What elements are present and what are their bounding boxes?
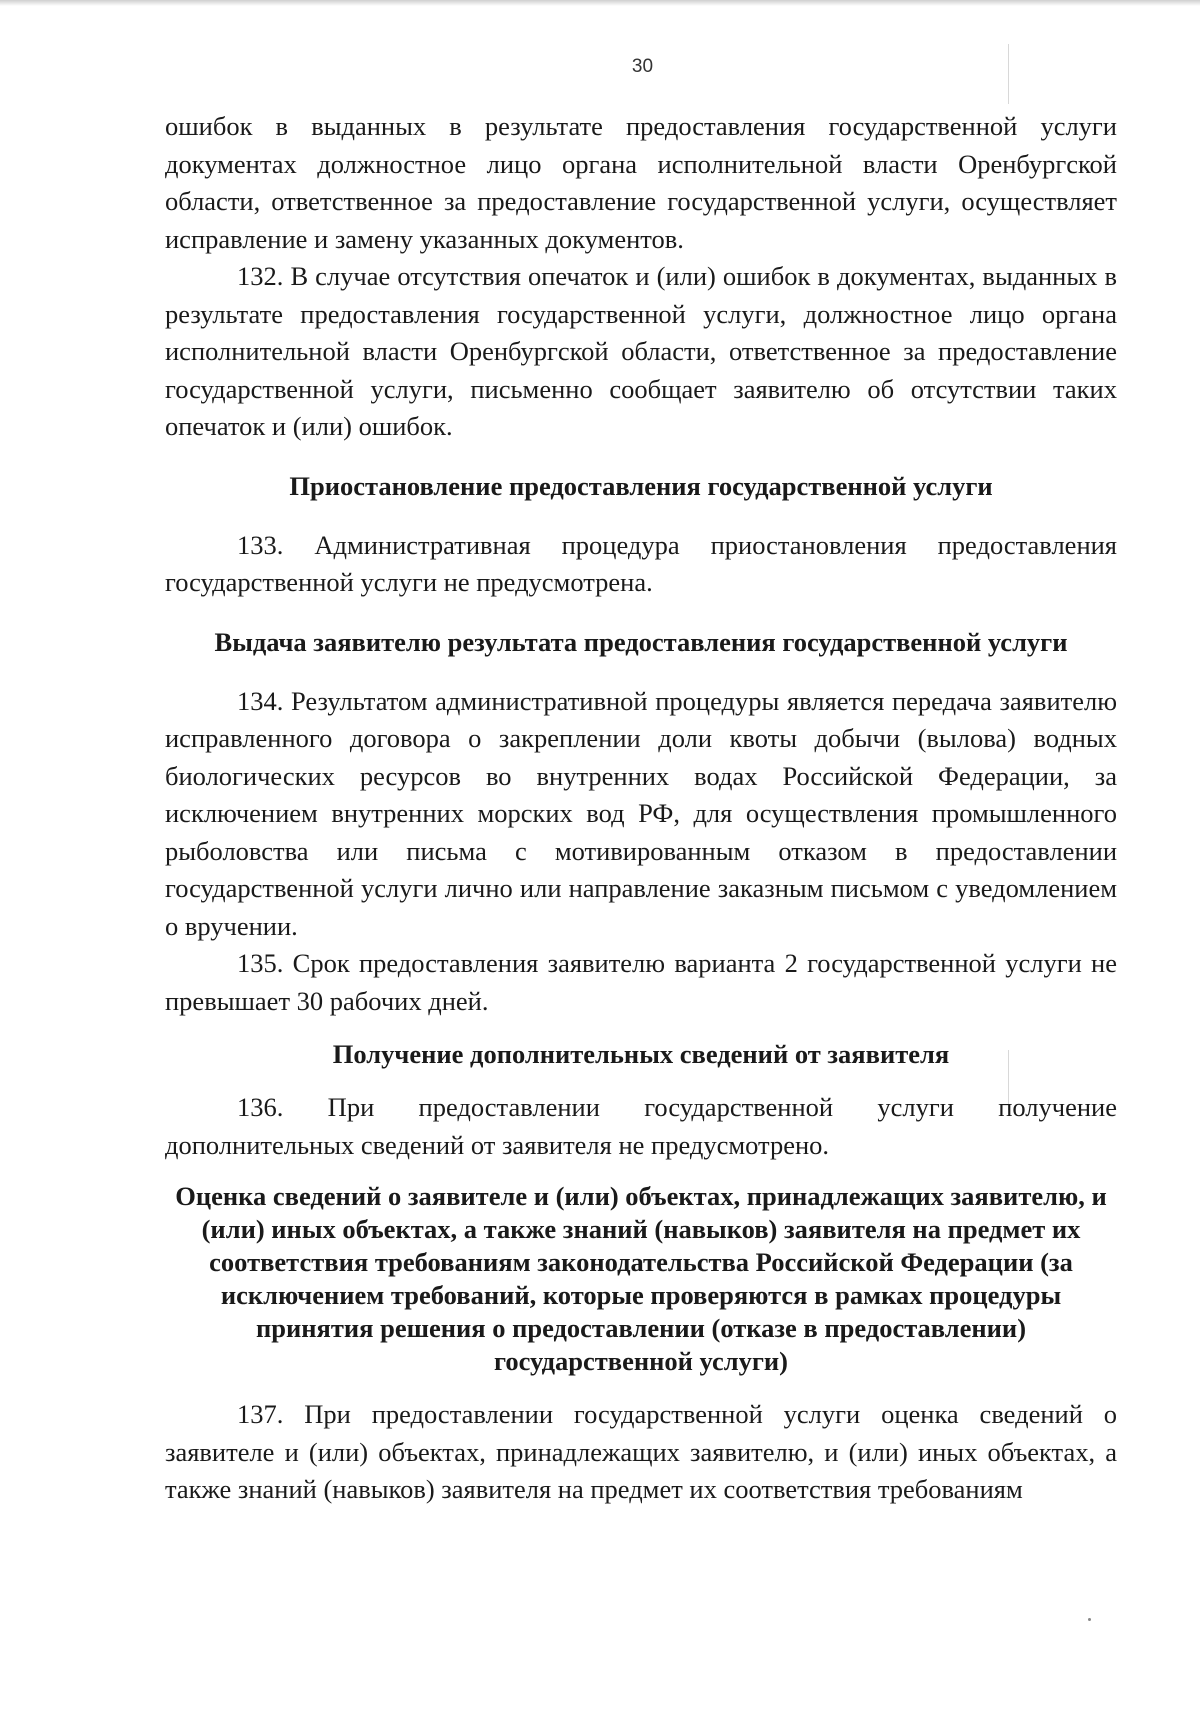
paragraph-137: 137. При предоставлении государственной услуги оценка сведений о заявителе и (или) объектах, принадлежащих заявителю, и (или) иных объектах, а также знаний (навыков) заявителя на предмет их соответствия требованиям — [165, 1399, 1117, 1504]
paragraph-134: 134. Результатом административной процедуры является передача заявителю исправленного договора о закреплении доли квоты добычи (вылова) водных биологических ресурсов во внутренних водах Российской Федерации, за исключением внутренних морских вод РФ, для осуществления промышленного рыболовства или письма с мотивированным отказом в предоставлении государственной услуги лично или направление заказным письмом с уведомлением о вручении. — [165, 685, 1117, 941]
document-body — [165, 108, 1117, 1509]
paragraph-133: 133. Административная процедура приостановления предоставления государственной услуги не предусмотрена. — [165, 529, 1117, 597]
section-heading-issuance: Выдача заявителю результата предоставления государственной услуги — [214, 626, 1068, 657]
paragraph-131-continuation: ошибок в выданных в результате предоставления государственной услуги документах должностное лицо органа исполнительной власти Оренбургской области, ответственное за предоставление государственной услуги, осуществляет исправление и замену указанных документов. — [165, 111, 1117, 254]
page-number: 30 — [631, 56, 654, 77]
paragraph-135: 135. Срок предоставления заявителю варианта 2 государственной услуги не превышает 30 рабочих дней. — [165, 948, 1117, 1016]
section-heading-suspension: Приостановление предоставления государственной услуги — [289, 470, 993, 501]
paragraph-132: 132. В случае отсутствия опечаток и (или) ошибок в документах, выданных в результате предоставления государственной услуги, должностное лицо органа исполнительной власти Оренбургской области, ответственное за предоставление государственной услуги, письменно сообщает заявителю об отсутствии таких опечаток и (или) ошибок. — [165, 261, 1117, 441]
section-heading-evaluation: Оценка сведений о заявителе и (или) объектах, принадлежащих заявителю, и (или) иных объектах, а также знаний (навыков) заявителя на предмет их соответствия требованиям законодательства Российской Федерации (за исключением требований, которые проверяются в рамках процедуры принятия решения о предоставлении (отказе в предоставлении) государственной услуги) — [175, 1181, 1107, 1376]
scan-speck — [1088, 1618, 1091, 1621]
paragraph-136: 136. При предоставлении государственной услуги получение дополнительных сведений от заявителя не предусмотрено. — [165, 1092, 1117, 1160]
scan-edge-shadow — [0, 0, 1200, 6]
section-heading-additional-info: Получение дополнительных сведений от заявителя — [332, 1039, 950, 1069]
